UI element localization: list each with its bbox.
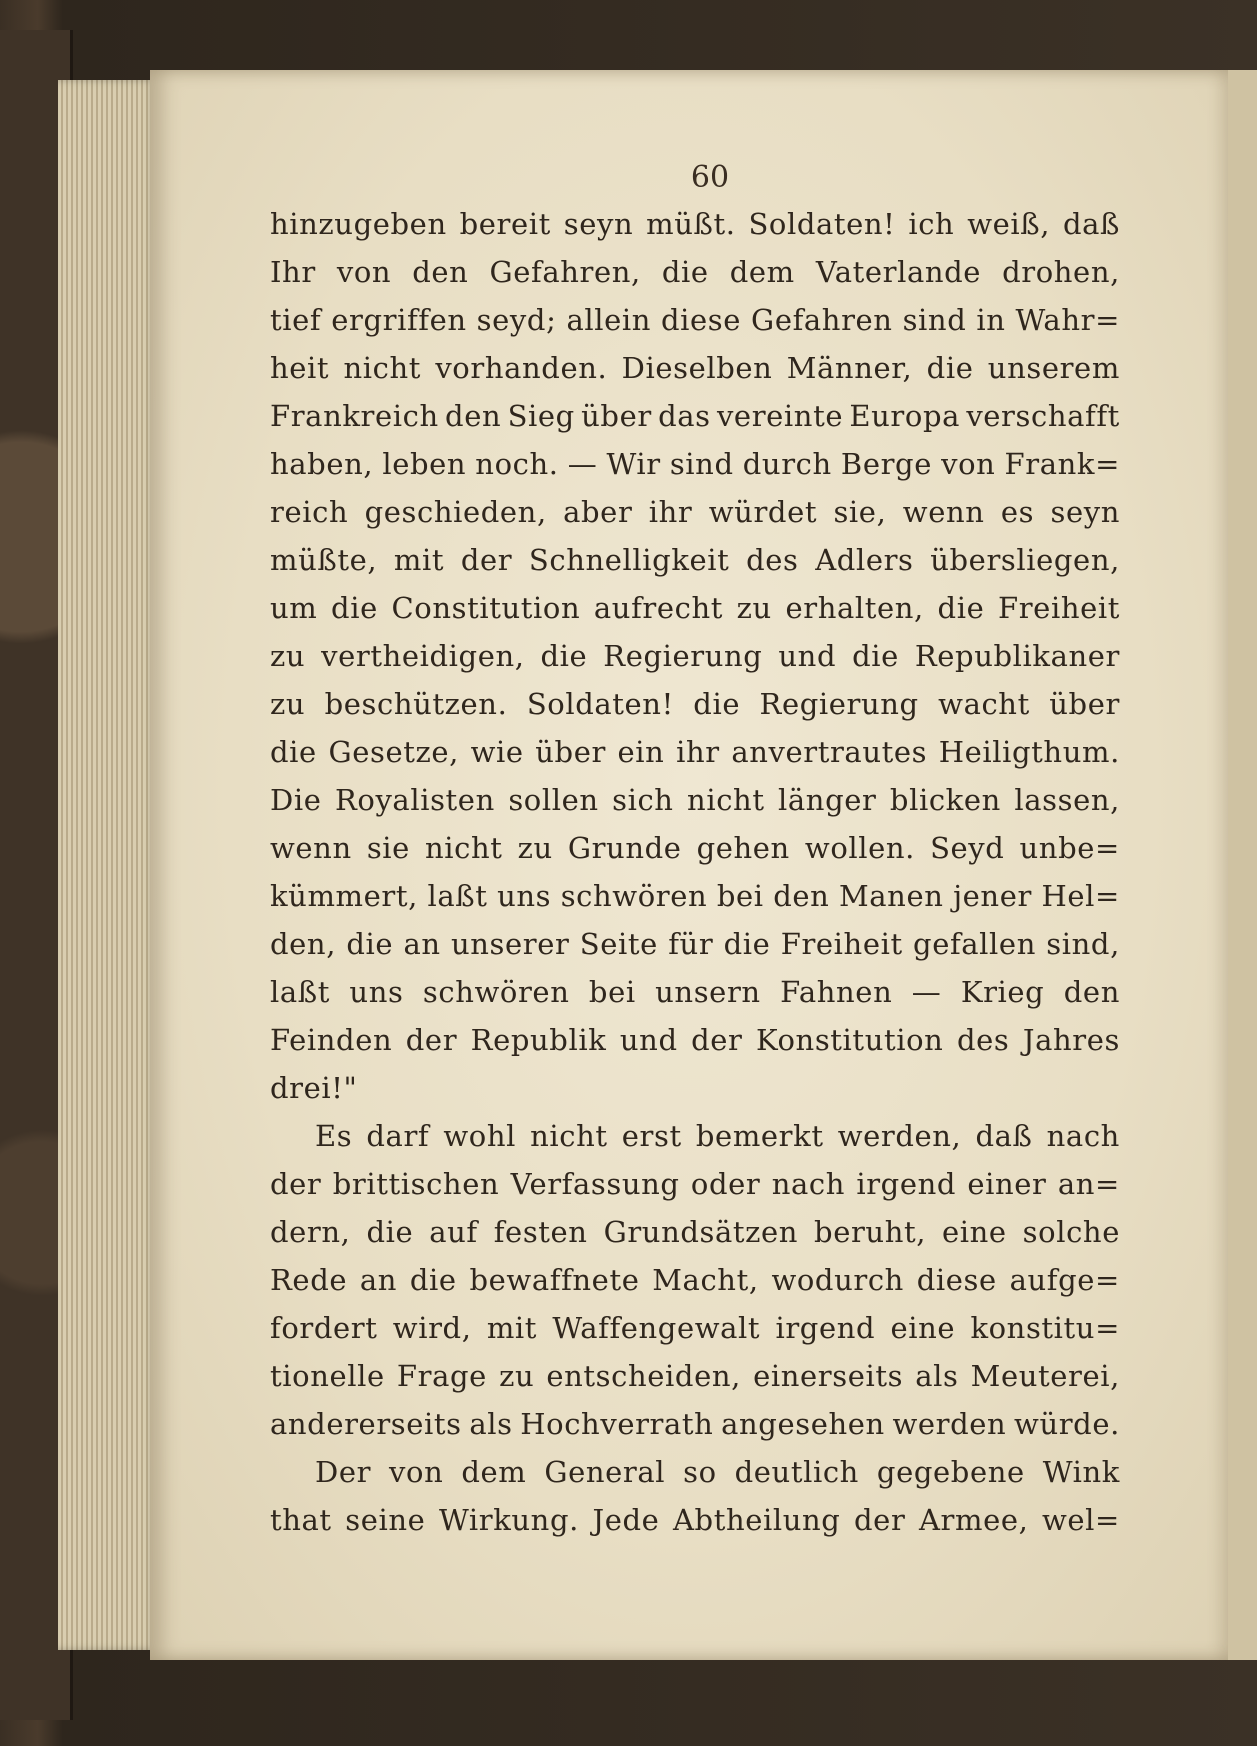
word: für: [668, 927, 714, 961]
word: sollen: [508, 783, 599, 817]
word: nicht: [530, 1119, 608, 1153]
word: heit: [270, 351, 330, 385]
word: beruht,: [814, 1215, 927, 1249]
word: entscheiden,: [546, 1359, 741, 1393]
word: diese: [916, 1263, 997, 1297]
word: beschützen.: [324, 687, 508, 721]
word: als: [915, 1359, 959, 1393]
word: zu: [270, 687, 306, 721]
word: ihr: [648, 495, 693, 529]
word: Waffengewalt: [552, 1311, 761, 1345]
word: geschieden,: [364, 495, 547, 529]
word: den: [445, 399, 502, 433]
word: die: [409, 1263, 457, 1297]
word: die: [270, 735, 317, 769]
text-line: [270, 344, 1120, 392]
word: bereit: [459, 207, 551, 241]
text-line: [270, 1208, 1120, 1256]
word: sind: [669, 447, 734, 481]
word: Manen: [839, 879, 944, 913]
text-line: [270, 440, 1120, 488]
word: die: [540, 639, 588, 673]
word: tief: [270, 303, 322, 337]
word: wenn: [902, 495, 985, 529]
word: zu: [270, 639, 306, 673]
text-line: [270, 728, 1120, 776]
word: festen: [493, 1215, 588, 1249]
word: durch: [742, 447, 832, 481]
word: kümmert,: [270, 879, 418, 913]
word: Seyd: [930, 831, 1005, 865]
page-number: 60: [690, 160, 730, 195]
text-line: [270, 584, 1120, 632]
word: die: [693, 687, 741, 721]
word: müßt.: [646, 207, 736, 241]
word: dem: [729, 255, 795, 289]
word: einer: [967, 1167, 1047, 1201]
word: ein: [617, 735, 665, 769]
word: werden: [892, 1407, 1007, 1441]
word: nach: [1046, 1119, 1120, 1153]
word: noch.: [475, 447, 559, 481]
word: Gesetze,: [328, 735, 459, 769]
text-line: [270, 872, 1120, 920]
text-line: [270, 920, 1120, 968]
word: Wahr=: [1015, 303, 1120, 337]
word: erhalten,: [785, 591, 924, 625]
word: nach: [771, 1167, 845, 1201]
word: den: [773, 879, 830, 913]
word: Wirkung.: [438, 1503, 579, 1537]
text-line: [270, 1496, 1120, 1544]
word: Armee,: [918, 1503, 1029, 1537]
word: oder: [690, 1167, 761, 1201]
page-gutter: [1228, 70, 1257, 1660]
word: blicken: [889, 783, 1001, 817]
text-line: [270, 1016, 1120, 1064]
word: unsern: [655, 975, 761, 1009]
word: laßt: [270, 975, 330, 1009]
word: Adlers: [815, 543, 914, 577]
word: ich: [908, 207, 955, 241]
word: sind: [902, 303, 967, 337]
word: Regierung: [603, 639, 763, 673]
word: mit: [486, 1311, 538, 1345]
word: angesehen: [721, 1407, 885, 1441]
word: an: [359, 1263, 398, 1297]
word: Vaterlande: [815, 255, 982, 289]
word: als: [469, 1407, 513, 1441]
page-stack-edge: [58, 80, 158, 1650]
word: Dieselben: [621, 351, 773, 385]
word: eine: [942, 1215, 1007, 1249]
word: die: [926, 351, 974, 385]
word: darf: [366, 1119, 430, 1153]
word: seyd;: [476, 303, 557, 337]
word: Berge: [840, 447, 932, 481]
word: vertheidigen,: [321, 639, 525, 673]
word: wel=: [1041, 1503, 1120, 1537]
word: die: [346, 927, 394, 961]
word: sie: [366, 831, 410, 865]
text-line: [270, 488, 1120, 536]
word: die: [723, 927, 771, 961]
word: dem: [461, 1455, 527, 1489]
word: Heiligthum.: [938, 735, 1120, 769]
word: den: [1063, 975, 1120, 1009]
word: würdet: [708, 495, 818, 529]
word: bewaffnete: [469, 1263, 640, 1297]
word: haben,: [270, 447, 374, 481]
word: Rede: [270, 1263, 348, 1297]
word: sich: [612, 783, 674, 817]
word: übersliegen,: [930, 543, 1120, 577]
word: schwören: [422, 975, 570, 1009]
word: Frank=: [1004, 447, 1120, 481]
word: Jahres: [1022, 1023, 1120, 1057]
word: vorhanden.: [435, 351, 608, 385]
word: Meuterei,: [970, 1359, 1120, 1393]
word: wollen.: [804, 831, 915, 865]
word: wird,: [392, 1311, 472, 1345]
word: die: [366, 1215, 414, 1249]
word: tionelle: [270, 1359, 385, 1393]
word: unserer: [450, 927, 570, 961]
word: ergriffen: [331, 303, 467, 337]
word: sie,: [833, 495, 887, 529]
word: der: [405, 1023, 458, 1057]
word: zu: [499, 1359, 535, 1393]
word: irgend: [775, 1311, 876, 1345]
word: Soldaten!: [748, 207, 896, 241]
word: gegebene: [876, 1455, 1025, 1489]
word: Jede: [592, 1503, 660, 1537]
word: des: [746, 543, 799, 577]
word: Schnelligkeit: [528, 543, 730, 577]
word: an: [403, 927, 441, 961]
word: seyn: [1050, 495, 1120, 529]
word: General: [544, 1455, 666, 1489]
word: Es: [315, 1119, 353, 1153]
word: irgend: [856, 1167, 957, 1201]
word: aufrecht: [593, 591, 724, 625]
word: —: [567, 447, 598, 481]
body-text: [270, 200, 1120, 1544]
word: von: [389, 1455, 444, 1489]
word: zu: [736, 591, 772, 625]
word: bei: [716, 879, 764, 913]
text-line: [270, 1304, 1120, 1352]
word: wenn: [270, 831, 352, 865]
text-line: [270, 296, 1120, 344]
word: unserem: [987, 351, 1120, 385]
word: Verfassung: [510, 1167, 680, 1201]
word: die: [937, 591, 985, 625]
text-line: [270, 632, 1120, 680]
text-line: [270, 392, 1120, 440]
word: wie: [470, 735, 524, 769]
word: und: [619, 1023, 678, 1057]
word: Die: [270, 783, 322, 817]
word: vereinte: [716, 399, 844, 433]
word: nicht: [687, 783, 765, 817]
text-line: [270, 200, 1120, 248]
word: Constitution: [391, 591, 581, 625]
word: Seite: [579, 927, 658, 961]
text-line: [270, 1160, 1120, 1208]
word: Republikaner: [914, 639, 1120, 673]
word: schwören: [560, 879, 708, 913]
word: leben: [382, 447, 467, 481]
word: über: [1049, 687, 1120, 721]
word: Konstitution: [756, 1023, 944, 1057]
text-line: [270, 1352, 1120, 1400]
word: von: [336, 255, 392, 289]
word: —: [911, 975, 942, 1009]
word: würde.: [1014, 1407, 1120, 1441]
word: bei: [588, 975, 636, 1009]
word: Republik: [470, 1023, 607, 1057]
word: reich: [270, 495, 349, 529]
word: verschafft: [966, 399, 1120, 433]
word: brittischen: [332, 1167, 500, 1201]
text-line: [270, 968, 1120, 1016]
word: Feinden: [270, 1023, 393, 1057]
word: so: [683, 1455, 717, 1489]
word: weiß,: [967, 207, 1051, 241]
word: laßt: [427, 879, 488, 913]
word: lassen,: [1014, 783, 1120, 817]
word: Männer,: [786, 351, 913, 385]
word: uns: [497, 879, 552, 913]
word: müßte,: [270, 543, 378, 577]
word: drohen,: [1002, 255, 1120, 289]
word: Wir: [606, 447, 661, 481]
word: der: [854, 1503, 906, 1537]
word: wacht: [938, 687, 1030, 721]
word: erst: [621, 1119, 682, 1153]
word: Gefahren,: [489, 255, 641, 289]
word: Freiheit: [998, 591, 1120, 625]
word: aufge=: [1009, 1263, 1120, 1297]
word: Freiheit: [780, 927, 903, 961]
text-line: [270, 248, 1120, 296]
text-line: [270, 824, 1120, 872]
word: Sieg: [507, 399, 575, 433]
word: aber: [563, 495, 633, 529]
word: über: [581, 399, 652, 433]
word: seine: [345, 1503, 426, 1537]
word: bemerkt: [695, 1119, 824, 1153]
word: allein: [566, 303, 651, 337]
word: die: [661, 255, 709, 289]
word: länger: [778, 783, 877, 817]
word: Royalisten: [334, 783, 495, 817]
word: ihr: [676, 735, 720, 769]
word: Soldaten!: [526, 687, 674, 721]
word: Hel=: [1041, 879, 1120, 913]
word: die: [331, 591, 378, 625]
text-line: [270, 1400, 1120, 1448]
word: werden,: [837, 1119, 962, 1153]
word: Grundsätzen: [603, 1215, 799, 1249]
word: Krieg: [960, 975, 1045, 1009]
text-line: [270, 1112, 1120, 1160]
word: diese: [661, 303, 742, 337]
text-line: [270, 1256, 1120, 1304]
word: Europa: [849, 399, 961, 433]
word: nicht: [425, 831, 503, 865]
word: sind,: [1046, 927, 1120, 961]
text-line: [270, 776, 1120, 824]
word: Grunde: [567, 831, 682, 865]
word: des: [956, 1023, 1010, 1057]
word: der: [460, 543, 513, 577]
word: dern,: [270, 1215, 351, 1249]
word: zu: [517, 831, 553, 865]
word: der: [270, 1167, 322, 1201]
word: den: [412, 255, 469, 289]
word: deutlich: [734, 1455, 859, 1489]
word: den,: [270, 927, 337, 961]
word: mit: [393, 543, 445, 577]
word: wodurch: [771, 1263, 904, 1297]
word: an=: [1057, 1167, 1120, 1201]
word: jener: [953, 879, 1032, 913]
word: der: [691, 1023, 743, 1057]
word: Frage: [396, 1359, 487, 1393]
word: Ihr: [270, 255, 316, 289]
word: Frankreich: [270, 399, 439, 433]
word: die: [852, 639, 899, 673]
word: nicht: [343, 351, 422, 385]
word: Fahnen: [780, 975, 893, 1009]
text-line: [270, 536, 1120, 584]
word: gehen: [696, 831, 790, 865]
word: um: [270, 591, 318, 625]
word: fordert: [270, 1311, 378, 1345]
word: uns: [349, 975, 404, 1009]
word: hinzugeben: [270, 207, 447, 241]
text-line: [270, 680, 1120, 728]
word: solche: [1022, 1215, 1120, 1249]
word: Gefahren: [751, 303, 893, 337]
text-line: [270, 1448, 1120, 1496]
word: auf: [429, 1215, 478, 1249]
word: that: [270, 1503, 332, 1537]
word: seyn: [563, 207, 634, 241]
word: das: [658, 399, 711, 433]
text-line: drei!": [270, 1071, 358, 1105]
word: Abtheilung: [672, 1503, 841, 1537]
word: wohl: [443, 1119, 517, 1153]
word: unbe=: [1019, 831, 1120, 865]
word: es: [1000, 495, 1035, 529]
word: Hochverrath: [520, 1407, 714, 1441]
word: konstitu=: [970, 1311, 1120, 1345]
word: von: [941, 447, 996, 481]
word: gefallen: [913, 927, 1036, 961]
word: in: [976, 303, 1006, 337]
word: daß: [975, 1119, 1033, 1153]
word: Der: [315, 1455, 372, 1489]
word: Macht,: [652, 1263, 759, 1297]
word: Wink: [1042, 1455, 1120, 1489]
word: anvertrautes: [731, 735, 928, 769]
word: über: [535, 735, 606, 769]
word: einerseits: [753, 1359, 904, 1393]
word: andererseits: [270, 1407, 462, 1441]
word: daß: [1062, 207, 1120, 241]
word: und: [778, 639, 837, 673]
word: Regierung: [759, 687, 919, 721]
word: eine: [890, 1311, 956, 1345]
